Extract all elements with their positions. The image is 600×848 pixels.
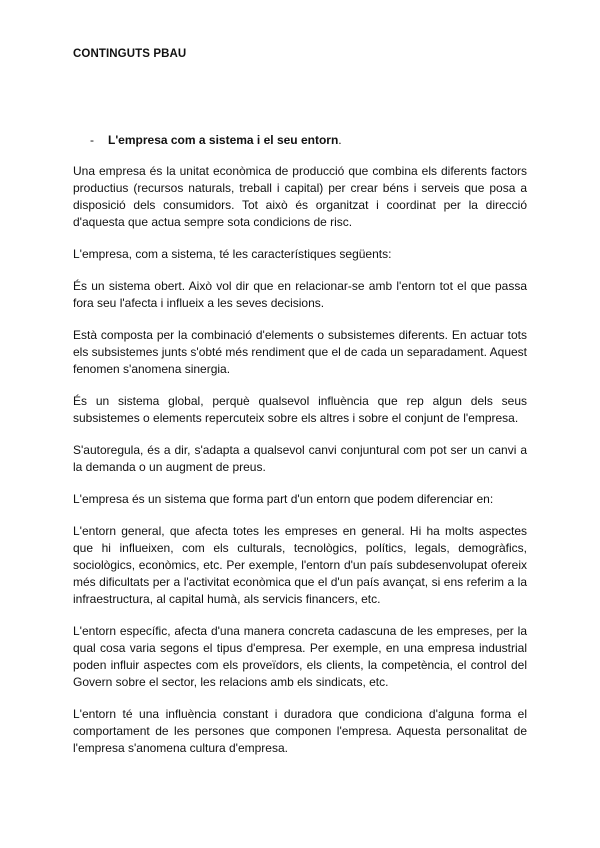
paragraph-general-environment: L'entorn general, que afecta totes les empreses en general. Hi ha molts aspectes que hi influeixen, com els culturals, tecnològics, polítics, legals, demogràfics, sociològics, econòmics, etc. Per exemple, l'entorn d'un país subdesenvolupat ofereix més dificultats per a l'activitat econòmica que el d'un país avançat, si ens referim a la infraestructura, al capital humà, als servicis financers, etc. [73,524,527,606]
document-title: CONTINGUTS PBAU [73,48,187,60]
paragraph-open-system: És un sistema obert. Això vol dir que en relacionar-se amb l'entorn tot el que passa fora seu l'afecta i influeix a les seves decisions. [73,279,527,310]
paragraph-specific-environment: L'entorn específic, afecta d'una manera concreta cadascuna de les empreses, per la qual cosa varia segons el tipus d'empresa. Per exemple, en una empresa industrial poden influir aspectes com els proveïdors, els clients, la competència, el control del Govern sobre el sector, les relacions amb els sindicats, etc. [73,624,527,689]
paragraph-company-culture: L'entorn té una influència constant i duradora que condiciona d'alguna forma el comportament de les persones que componen l'empresa. Aquesta personalitat de l'empresa s'anomena cultura d'empresa. [73,707,527,755]
body-text [73,163,527,772]
paragraph-characteristics-intro: L'empresa, com a sistema, té les característiques següents: [73,247,392,261]
section-heading [90,133,342,147]
paragraph-definition: Una empresa és la unitat econòmica de producció que combina els diferents factors productius (recursos naturals, treball i capital) per crear béns i serveis que posa a disposició dels consumidors. Tot això és organitzat i coordinat per la direcció d'aquesta que actua sempre sota condicions de risc. [73,164,527,229]
bullet-dash: - [90,133,94,147]
section-heading-text: L'empresa com a sistema i el seu entorn [108,133,339,147]
paragraph-self-regulation: S'autoregula, és a dir, s'adapta a qualsevol canvi conjuntural com pot ser un canvi a la demanda o un augment de preus. [73,443,527,474]
paragraph-environment-intro: L'empresa és un sistema que forma part d'un entorn que podem diferenciar en: [73,492,494,506]
section-heading-period: . [338,133,342,147]
paragraph-synergy: Està composta per la combinació d'elements o subsistemes diferents. En actuar tots els subsistemes junts s'obté més rendiment que el de cada un separadament. Aquest fenomen s'anomena sinergia. [73,328,527,376]
paragraph-global-system: És un sistema global, perquè qualsevol influència que rep algun dels seus subsistemes o elements repercuteix sobre els altres i sobre el conjunt de l'empresa. [73,394,527,425]
